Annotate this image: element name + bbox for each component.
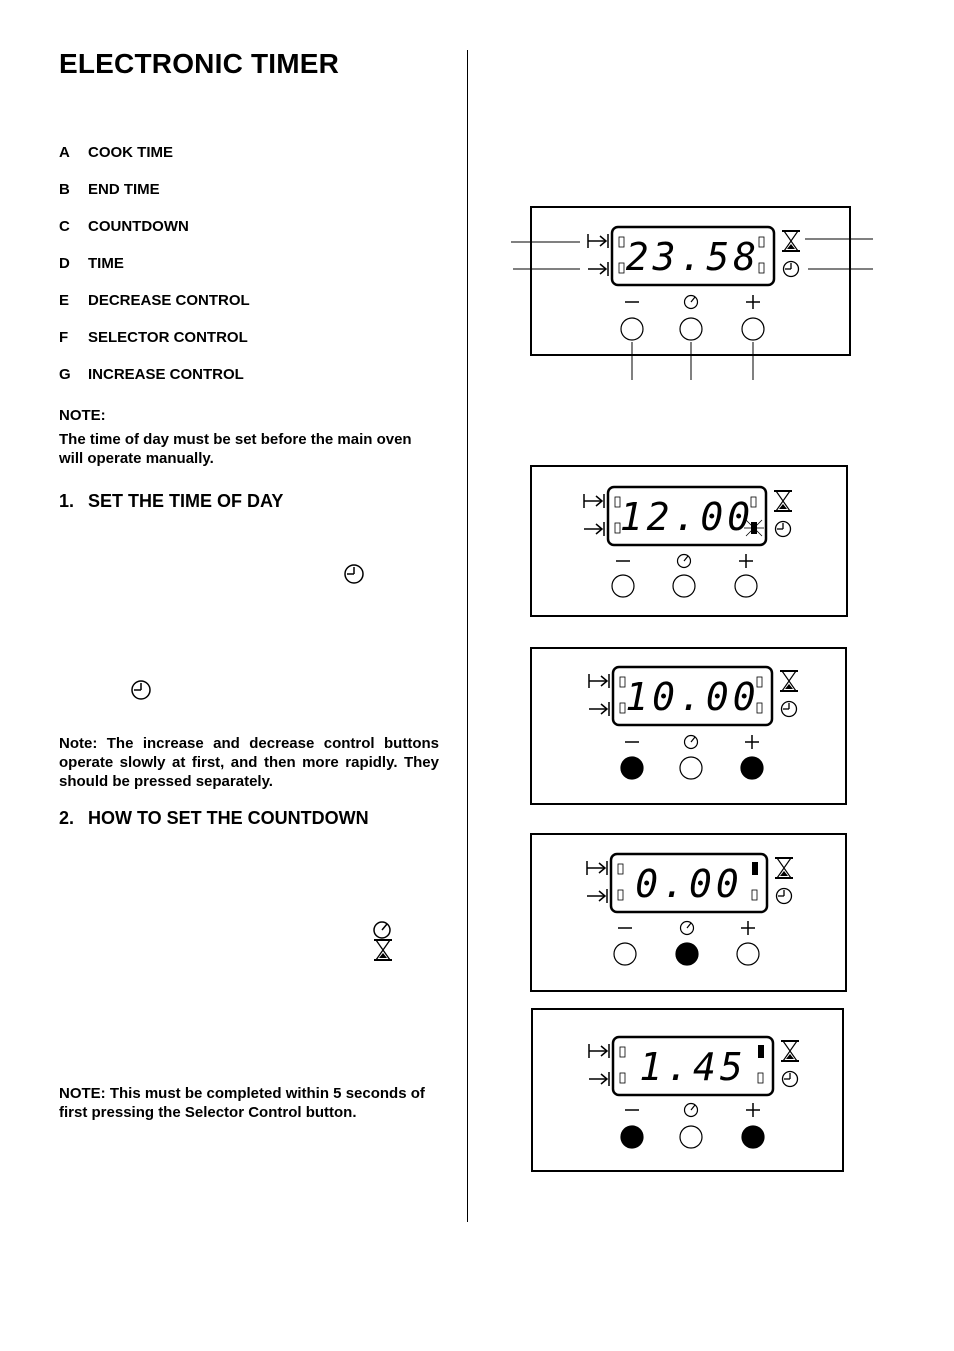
legend-label: END TIME [88, 181, 160, 198]
clock-icon [777, 889, 792, 904]
increase-button [737, 943, 759, 965]
plus-icon [745, 735, 759, 749]
selector-icon [685, 296, 698, 309]
note-text: The time of day must be set before the main oven will operate manually. [59, 431, 412, 467]
legend-label: DECREASE CONTROL [88, 292, 250, 309]
legend-key: C [59, 218, 70, 235]
legend-label: COUNTDOWN [88, 218, 189, 235]
timer-display-3 [589, 667, 798, 779]
legend-label: SELECTOR CONTROL [88, 329, 248, 346]
selector-button [680, 1126, 702, 1148]
timer-display-1 [588, 227, 800, 340]
legend-label: COOK TIME [88, 144, 173, 161]
decrease-button [621, 1126, 643, 1148]
hourglass-icon [781, 1041, 799, 1061]
decrease-button [621, 757, 643, 779]
plus-icon [741, 921, 755, 935]
clock-icon [783, 1072, 798, 1087]
selector-button [673, 575, 695, 597]
note-text: NOTE: This must be completed within 5 seconds of first pressing the Selector Control button. [59, 1085, 425, 1121]
legend-key: E [59, 292, 70, 309]
clock-icon [782, 702, 797, 717]
selector-icon [681, 922, 694, 935]
decrease-button [614, 943, 636, 965]
legend-label: INCREASE CONTROL [88, 366, 244, 383]
hourglass-icon [782, 231, 800, 251]
hourglass-icon [780, 671, 798, 691]
legend-label: TIME [88, 255, 124, 272]
page-title: ELECTRONIC TIMER [59, 48, 340, 79]
lcd-digits: 1.45 [639, 1045, 747, 1089]
section-title: HOW TO SET THE COUNTDOWN [88, 808, 369, 828]
countdown-indicator [758, 1045, 764, 1058]
timer-display-4 [587, 854, 793, 965]
section-number: 1. [59, 491, 75, 511]
decrease-button [612, 575, 634, 597]
increase-button [741, 757, 763, 779]
plus-icon [746, 295, 760, 309]
clock-icon [784, 262, 799, 277]
legend-key: D [59, 255, 70, 272]
note-label: NOTE: [59, 407, 106, 424]
timer-display-5 [589, 1037, 799, 1148]
lcd-digits: 23.58 [625, 235, 761, 279]
timer-display-2 [584, 487, 792, 597]
clock-icon [776, 522, 791, 537]
lcd-digits: 0.00 [635, 862, 743, 906]
plus-icon [746, 1103, 760, 1117]
selector-button [680, 757, 702, 779]
legend-key: G [59, 366, 71, 383]
plus-icon [739, 554, 753, 568]
selector-button [676, 943, 698, 965]
increase-button [742, 318, 764, 340]
hourglass-icon [775, 858, 793, 878]
legend-key: B [59, 181, 70, 198]
hourglass-icon [774, 491, 792, 511]
increase-button [735, 575, 757, 597]
section-number: 2. [59, 808, 75, 828]
increase-button [742, 1126, 764, 1148]
decrease-button [621, 318, 643, 340]
legend-key: A [59, 144, 70, 161]
section-title: SET THE TIME OF DAY [88, 491, 284, 511]
selector-icon [678, 555, 691, 568]
selector-icon [685, 1104, 698, 1117]
legend-key: F [59, 329, 69, 346]
lcd-digits: 12.00 [619, 495, 755, 539]
lcd-digits: 10.00 [625, 675, 760, 719]
note-text: Note: The increase and decrease control buttons operate slowly at first, and then more rapidly. They should be pressed separately. [59, 735, 439, 790]
selector-icon [685, 736, 698, 749]
selector-button [680, 318, 702, 340]
countdown-indicator [752, 862, 758, 875]
